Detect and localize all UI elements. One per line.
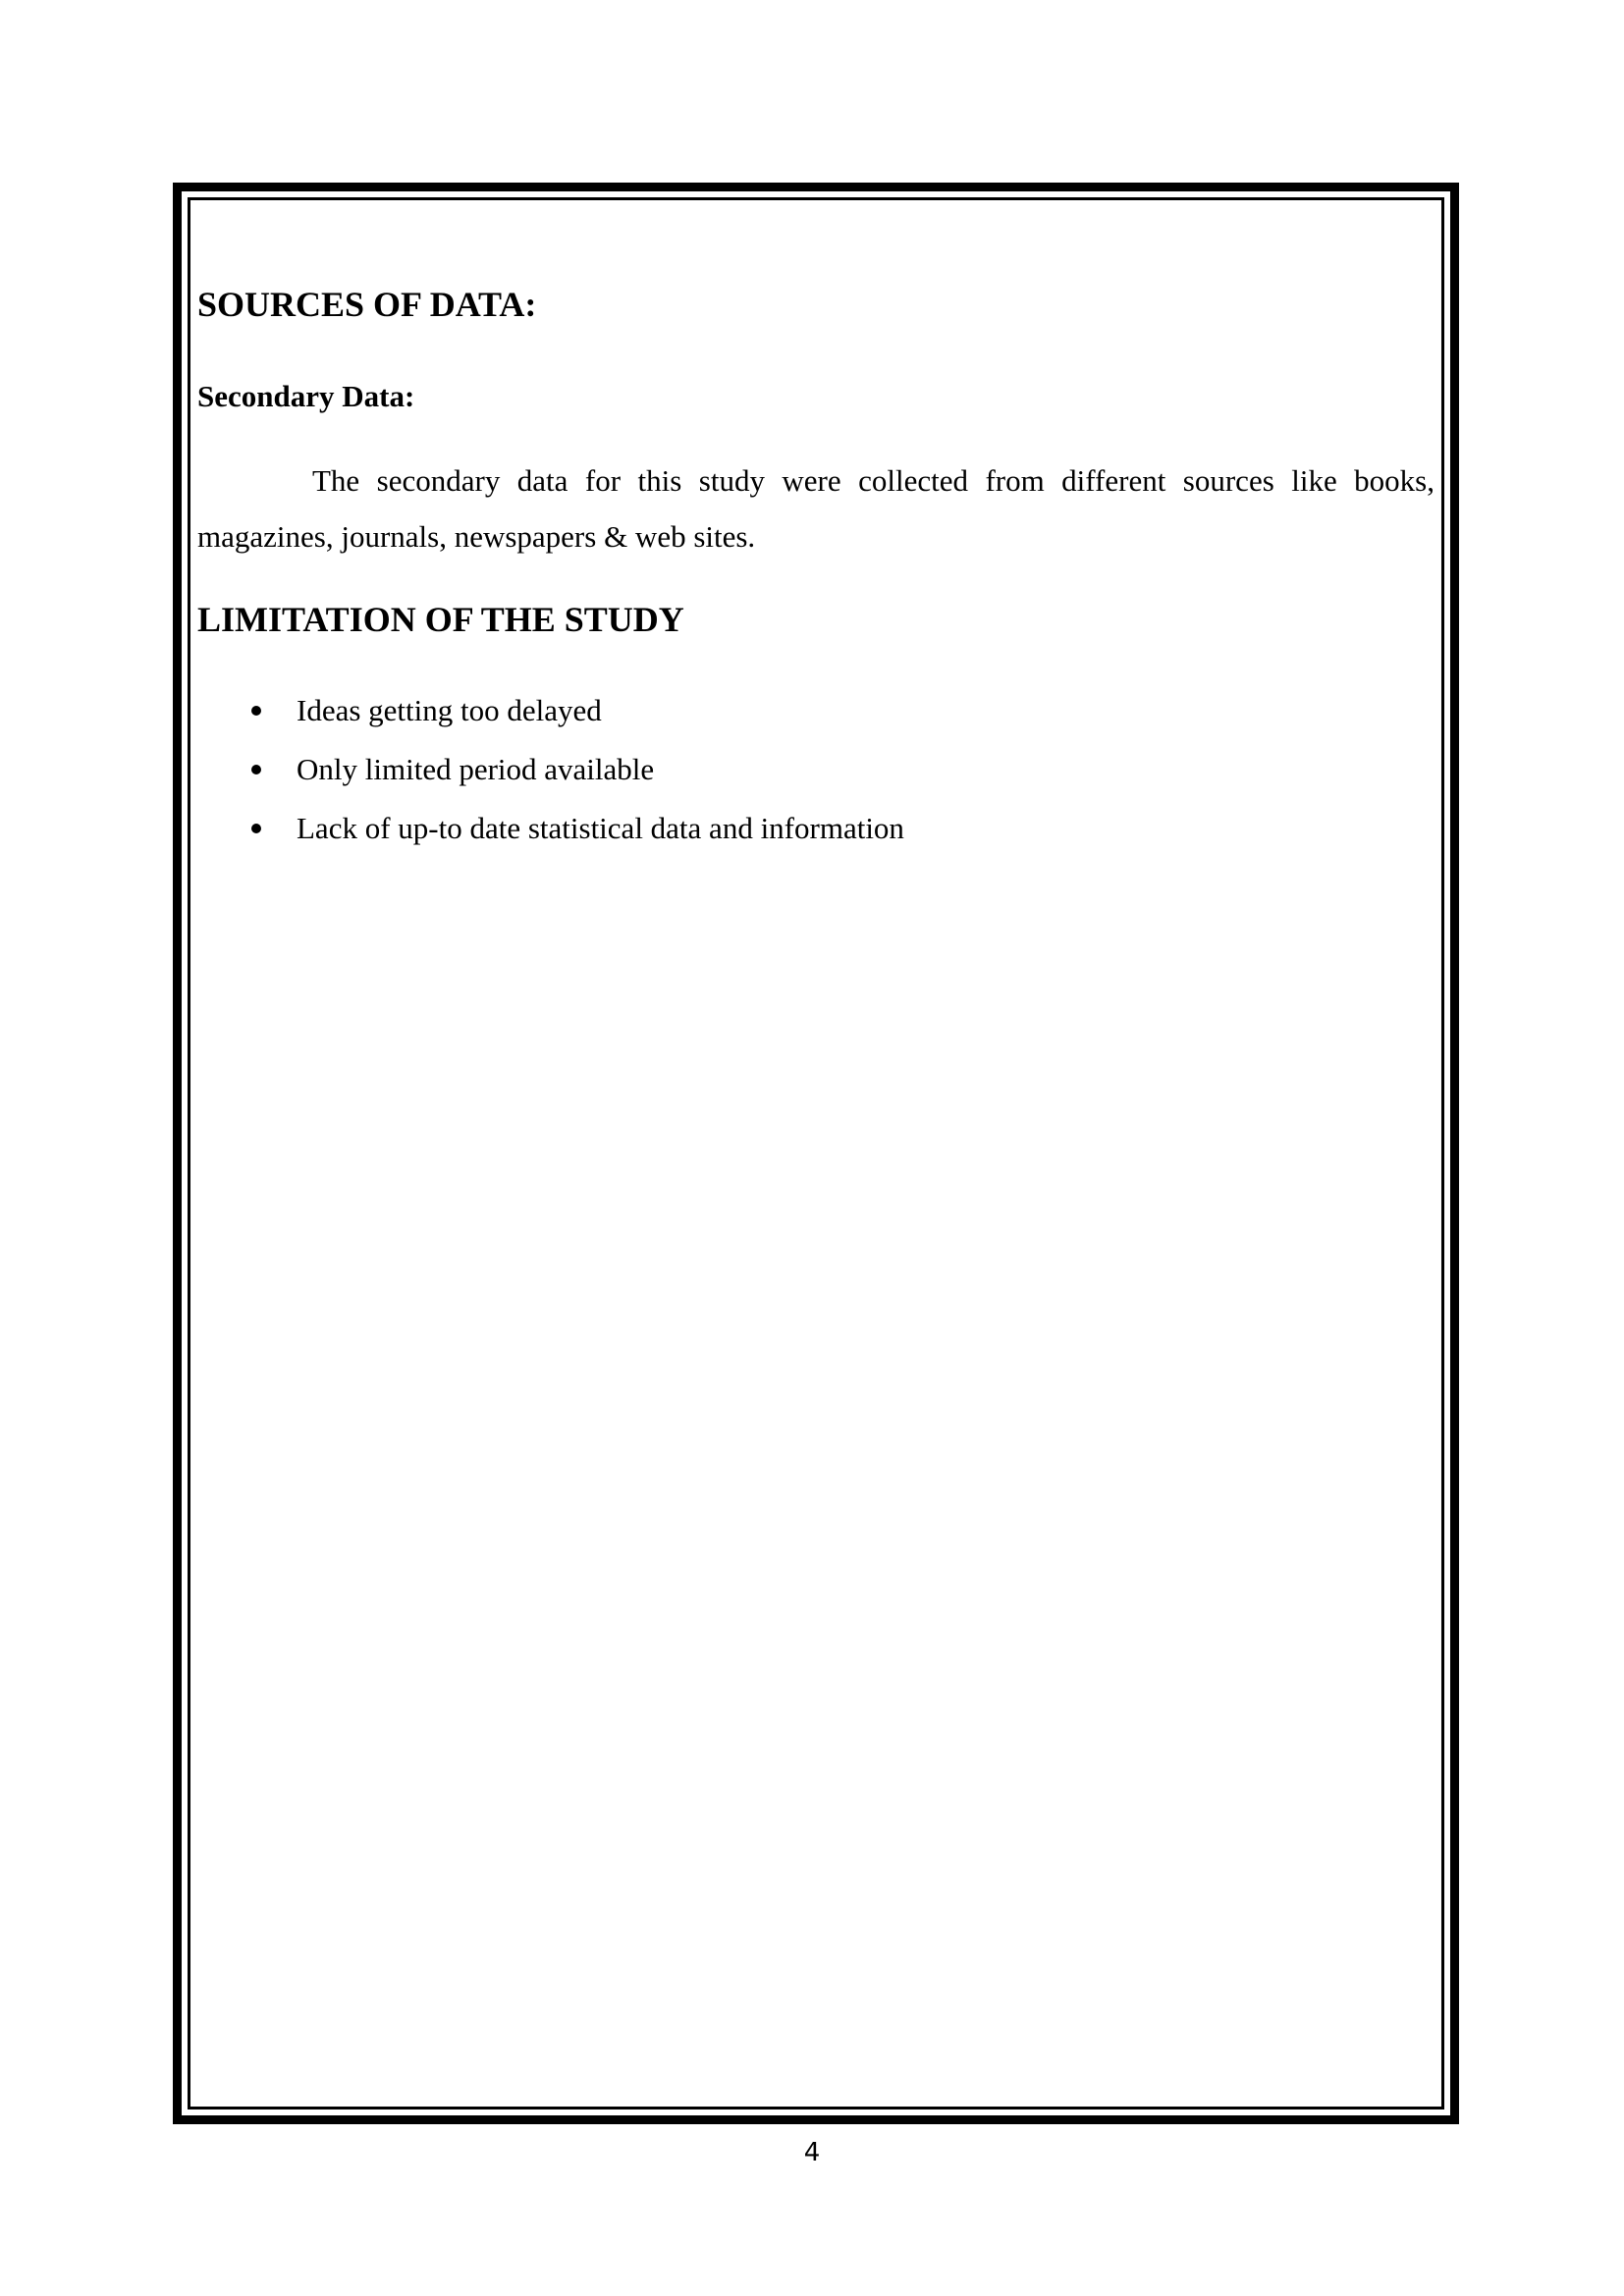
list-item-text: Lack of up-to date statistical data and information <box>297 811 904 845</box>
list-item <box>197 810 904 869</box>
secondary-data-paragraph: The secondary data for this study were collected from different sources like books, magazines, journals, newspapers & web sites. <box>197 463 1435 554</box>
list-item-text: Only limited period available <box>297 752 655 786</box>
bullet-icon <box>251 824 261 833</box>
limitation-list <box>197 692 904 869</box>
list-item-text: Ideas getting too delayed <box>297 693 602 727</box>
page-number: 4 <box>803 2138 821 2167</box>
limitation-heading: LIMITATION OF THE STUDY <box>197 600 684 639</box>
list-item <box>197 751 904 810</box>
bullet-icon <box>251 765 261 774</box>
list-item <box>197 692 904 751</box>
secondary-data-subheading: Secondary Data: <box>197 379 415 413</box>
sources-of-data-heading: SOURCES OF DATA: <box>197 285 537 324</box>
bullet-icon <box>251 706 261 716</box>
